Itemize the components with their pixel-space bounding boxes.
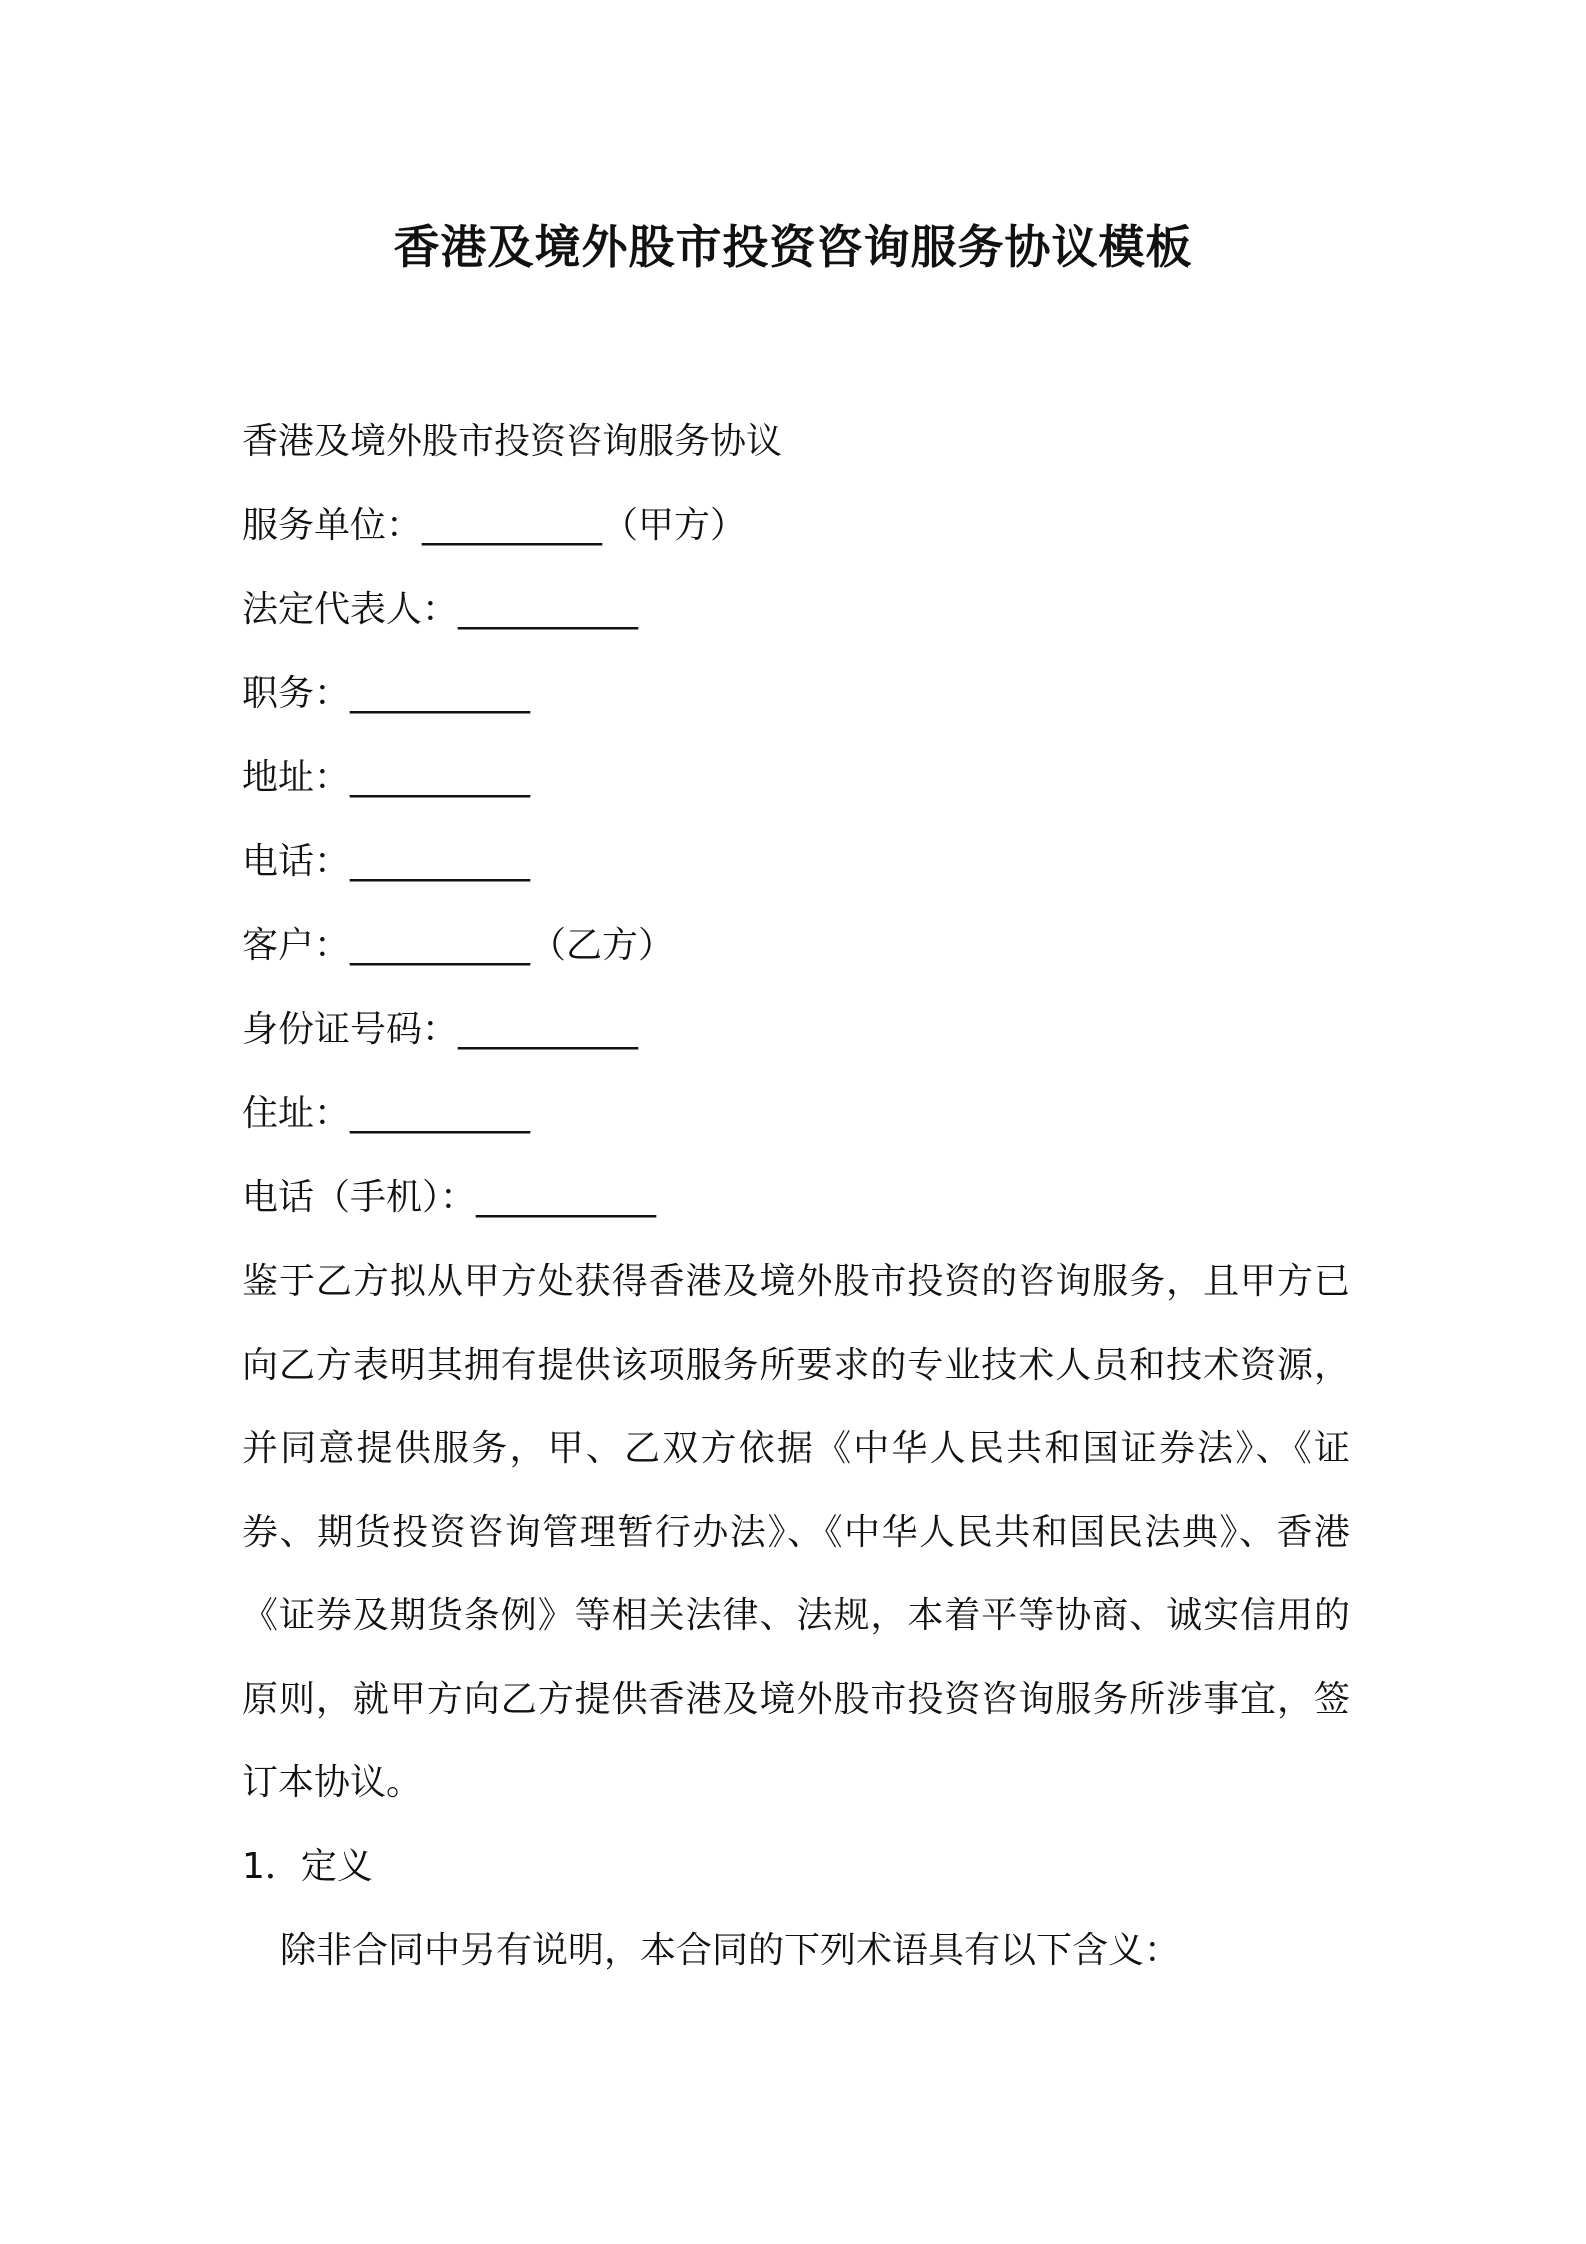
field-position: 职务：__________ <box>242 673 531 714</box>
section-1-intro: 除非合同中另有说明，本合同的下列术语具有以下含义： <box>280 1929 1181 1971</box>
field-phone: 电话：__________ <box>242 841 531 882</box>
field-legal-representative: 法定代表人：__________ <box>242 589 639 630</box>
field-mobile: 电话（手机）：__________ <box>242 1177 657 1218</box>
field-client: 客户：__________（乙方） <box>242 925 675 966</box>
preamble-paragraph: 鉴于乙方拟从甲方处获得香港及境外股市投资的咨询服务，且甲方已向乙方表明其拥有提供该项服务所要求的专业技术人员和技术资源，并同意提供服务，甲、乙双方依据《中华人民共和国证券法》、《证券、期货投资咨询管理暂行办法》、《中华人民共和国民法典》、香港《证券及期货条例》等相关法律、法规，本着平等协商、诚实信用的原则，就甲方向乙方提供香港及境外股市投资咨询服务所涉事宜，签订本协议。 <box>242 1261 1350 1803</box>
field-service-unit: 服务单位：__________（甲方） <box>242 505 747 546</box>
agreement-subtitle: 香港及境外股市投资咨询服务协议 <box>242 421 783 462</box>
section-1-heading: 1．定义 <box>242 1845 373 1887</box>
field-address: 地址：__________ <box>242 757 531 798</box>
document-title: 香港及境外股市投资咨询服务协议模板 <box>393 220 1193 274</box>
document-body <box>242 400 1362 1993</box>
field-residence: 住址：__________ <box>242 1093 531 1134</box>
field-id-number: 身份证号码：__________ <box>242 1009 639 1050</box>
